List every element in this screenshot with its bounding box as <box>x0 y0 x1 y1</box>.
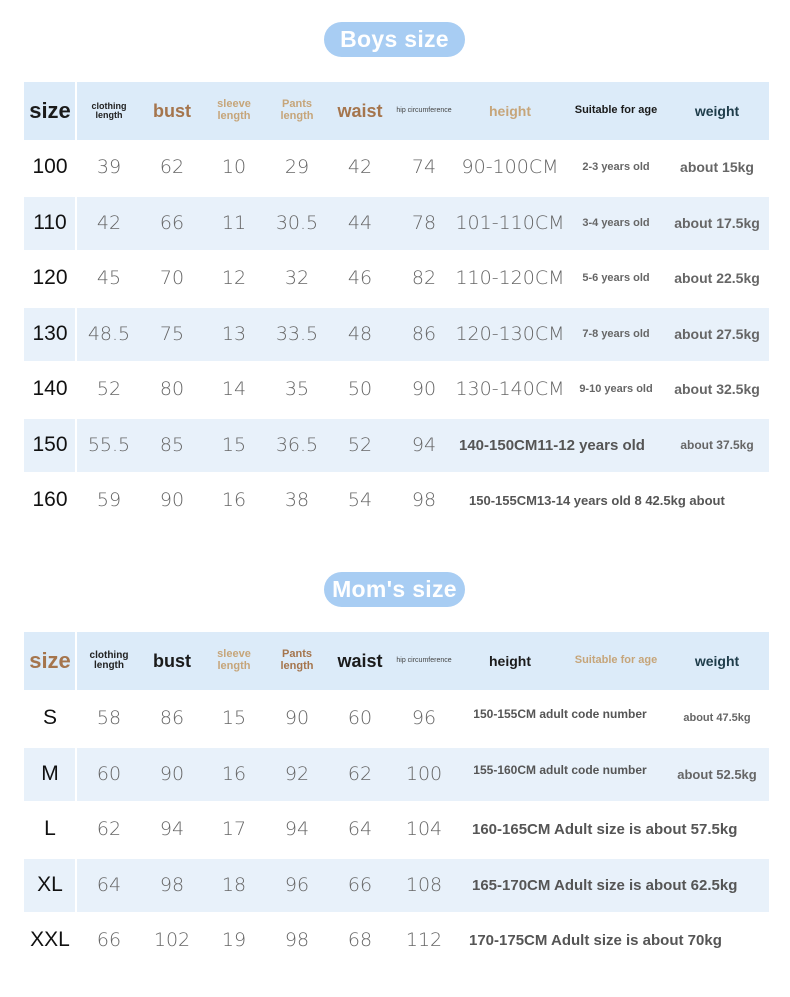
hip-cell: 98 <box>411 488 437 511</box>
size-cell: 110 <box>33 211 67 235</box>
hip-cell: 112 <box>405 928 443 951</box>
hip-cell: 104 <box>405 817 443 840</box>
table-row <box>24 141 769 194</box>
age-cell: 3-4 years old <box>582 216 650 229</box>
waist-cell: 54 <box>347 488 373 511</box>
header-hip: hip circumference <box>396 107 452 115</box>
bust-cell: 85 <box>159 433 185 456</box>
size-cell: 120 <box>32 266 68 290</box>
merged-info-cell: 150-155CM13-14 years old 8 42.5kg about <box>469 492 725 508</box>
bust-cell: 90 <box>159 488 185 511</box>
weight-cell: about 37.5kg <box>680 438 754 453</box>
clothing-length-cell: 39 <box>96 155 122 178</box>
height-cell: 90-100CM <box>461 155 559 178</box>
table-header <box>24 82 769 140</box>
pants-cell: 94 <box>284 817 310 840</box>
weight-cell: about 22.5kg <box>674 270 760 287</box>
hip-cell: 96 <box>411 706 437 729</box>
table-row <box>24 419 769 472</box>
header-age: Suitable for age <box>574 104 658 117</box>
clothing-length-cell: 64 <box>96 873 122 896</box>
height-cell: 120-130CM <box>455 322 565 345</box>
column-divider <box>75 419 77 472</box>
merged-info-cell: 170-175CM Adult size is about 70kg <box>469 931 722 949</box>
pants-cell: 36.5 <box>275 433 319 456</box>
clothing-length-cell: 45 <box>96 266 122 289</box>
height-age-cell: 150-155CM adult code number <box>473 707 647 721</box>
header-clothing-length: clothing length <box>89 649 129 671</box>
header-sleeve-length: sleeve length <box>217 648 251 672</box>
column-divider <box>75 197 77 250</box>
weight-cell: about 17.5kg <box>674 215 760 232</box>
hip-cell: 100 <box>405 762 443 785</box>
pants-cell: 38 <box>284 488 310 511</box>
table-row <box>24 363 769 416</box>
height-age-cell: 140-150CM11-12 years old <box>459 436 645 454</box>
bust-cell: 62 <box>159 155 185 178</box>
pants-cell: 35 <box>284 377 310 400</box>
height-cell: 110-120CM <box>455 266 565 289</box>
bust-cell: 102 <box>153 928 191 951</box>
size-cell: 160 <box>32 488 68 512</box>
hip-cell: 94 <box>411 433 437 456</box>
header-weight: weight <box>694 652 740 669</box>
clothing-length-cell: 66 <box>96 928 122 951</box>
sleeve-cell: 15 <box>221 433 247 456</box>
waist-cell: 68 <box>347 928 373 951</box>
size-cell: L <box>44 817 56 841</box>
clothing-length-cell: 62 <box>96 817 122 840</box>
table-row <box>24 252 769 305</box>
header-sleeve-length: sleeve length <box>217 98 251 122</box>
header-bust: bust <box>153 100 191 121</box>
sleeve-cell: 10 <box>221 155 247 178</box>
pants-cell: 30.5 <box>275 211 319 234</box>
clothing-length-cell: 42 <box>96 211 122 234</box>
sleeve-cell: 11 <box>221 211 247 234</box>
waist-cell: 44 <box>347 211 373 234</box>
hip-cell: 90 <box>411 377 437 400</box>
header-bust: bust <box>153 650 191 671</box>
age-cell: 9-10 years old <box>579 382 653 395</box>
sleeve-cell: 17 <box>221 817 247 840</box>
pants-cell: 92 <box>284 762 310 785</box>
header-size: size <box>29 648 71 674</box>
sleeve-cell: 16 <box>221 762 247 785</box>
bust-cell: 70 <box>159 266 185 289</box>
age-cell: 2-3 years old <box>582 160 650 173</box>
table-row <box>24 308 769 361</box>
pants-cell: 98 <box>284 928 310 951</box>
column-divider <box>75 82 77 140</box>
boys-size-title: Boys size <box>324 22 465 57</box>
bust-cell: 80 <box>159 377 185 400</box>
sleeve-cell: 13 <box>221 322 247 345</box>
hip-cell: 78 <box>411 211 437 234</box>
size-cell: XXL <box>30 928 70 952</box>
waist-cell: 50 <box>347 377 373 400</box>
sleeve-cell: 14 <box>221 377 247 400</box>
pants-cell: 32 <box>284 266 310 289</box>
bust-cell: 66 <box>159 211 185 234</box>
table-row <box>24 748 769 801</box>
weight-cell: about 27.5kg <box>674 326 760 343</box>
sleeve-cell: 19 <box>221 928 247 951</box>
table-row <box>24 914 769 967</box>
table-row <box>24 803 769 856</box>
waist-cell: 52 <box>347 433 373 456</box>
waist-cell: 62 <box>347 762 373 785</box>
header-pants-length: Pants length <box>280 648 314 672</box>
age-cell: 7-8 years old <box>582 327 650 340</box>
size-cell: M <box>41 762 59 786</box>
size-cell: 100 <box>32 155 68 179</box>
weight-cell: about 52.5kg <box>677 766 757 782</box>
clothing-length-cell: 52 <box>96 377 122 400</box>
bust-cell: 94 <box>159 817 185 840</box>
clothing-length-cell: 55.5 <box>87 433 131 456</box>
bust-cell: 98 <box>159 873 185 896</box>
header-size: size <box>29 98 71 124</box>
waist-cell: 60 <box>347 706 373 729</box>
sleeve-cell: 16 <box>221 488 247 511</box>
header-clothing-length: clothing length <box>91 100 127 120</box>
header-height: height <box>489 652 531 669</box>
header-waist: waist <box>337 100 383 121</box>
column-divider <box>75 308 77 361</box>
age-cell: 5-6 years old <box>582 271 650 284</box>
header-height: height <box>489 102 531 119</box>
table-row <box>24 474 769 527</box>
pants-cell: 96 <box>284 873 310 896</box>
waist-cell: 48 <box>347 322 373 345</box>
table-header <box>24 632 769 690</box>
table-row <box>24 692 769 745</box>
column-divider <box>75 748 77 801</box>
header-age: Suitable for age <box>574 654 658 667</box>
weight-cell: about 32.5kg <box>674 381 760 398</box>
table-row <box>24 859 769 912</box>
hip-cell: 108 <box>405 873 443 896</box>
waist-cell: 46 <box>347 266 373 289</box>
height-age-cell: 155-160CM adult code number <box>473 763 647 777</box>
header-weight: weight <box>694 102 740 119</box>
clothing-length-cell: 60 <box>96 762 122 785</box>
waist-cell: 64 <box>347 817 373 840</box>
pants-cell: 90 <box>284 706 310 729</box>
column-divider <box>75 632 77 690</box>
weight-cell: about 15kg <box>680 159 754 176</box>
height-cell: 130-140CM <box>455 377 565 400</box>
header-pants-length: Pants length <box>280 98 314 122</box>
clothing-length-cell: 58 <box>96 706 122 729</box>
clothing-length-cell: 59 <box>96 488 122 511</box>
hip-cell: 86 <box>411 322 437 345</box>
pants-cell: 33.5 <box>275 322 319 345</box>
bust-cell: 75 <box>159 322 185 345</box>
bust-cell: 86 <box>159 706 185 729</box>
table-row <box>24 197 769 250</box>
size-cell: XL <box>37 873 63 897</box>
merged-info-cell: 160-165CM Adult size is about 57.5kg <box>472 820 738 838</box>
height-cell: 101-110CM <box>455 211 565 234</box>
waist-cell: 66 <box>347 873 373 896</box>
size-cell: 150 <box>32 433 68 457</box>
clothing-length-cell: 48.5 <box>87 322 131 345</box>
size-cell: S <box>42 706 57 730</box>
size-cell: 140 <box>32 377 68 401</box>
pants-cell: 29 <box>284 155 310 178</box>
hip-cell: 74 <box>411 155 437 178</box>
header-hip: hip circumference <box>396 657 452 665</box>
merged-info-cell: 165-170CM Adult size is about 62.5kg <box>472 876 738 894</box>
size-cell: 130 <box>32 322 68 346</box>
column-divider <box>75 859 77 912</box>
mom-size-title: Mom's size <box>324 572 465 607</box>
sleeve-cell: 18 <box>221 873 247 896</box>
waist-cell: 42 <box>347 155 373 178</box>
weight-cell: about 47.5kg <box>683 711 751 724</box>
sleeve-cell: 15 <box>221 706 247 729</box>
header-waist: waist <box>337 650 383 671</box>
bust-cell: 90 <box>159 762 185 785</box>
sleeve-cell: 12 <box>221 266 247 289</box>
hip-cell: 82 <box>411 266 437 289</box>
